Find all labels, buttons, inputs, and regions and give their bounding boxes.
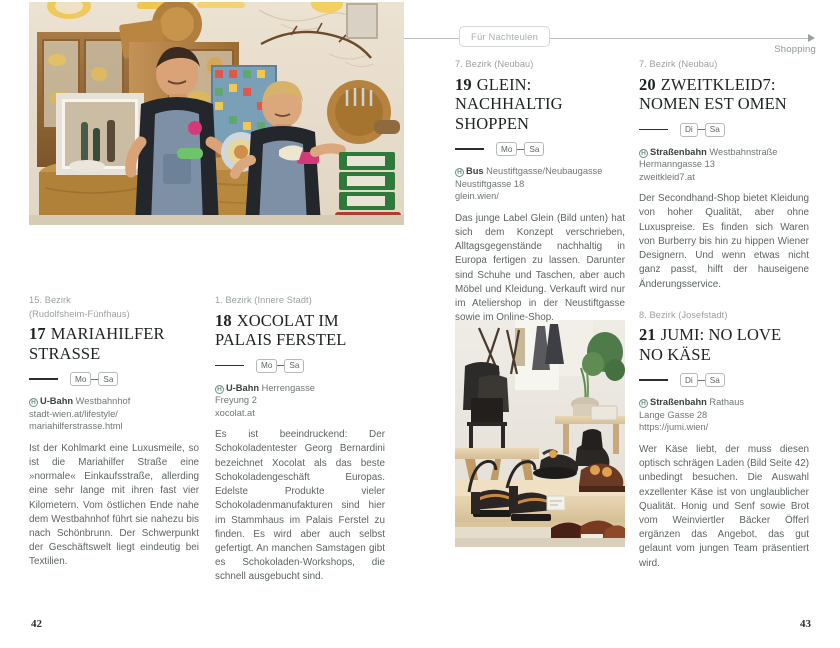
transit-stop: Westbahnhof	[75, 396, 131, 406]
day-from: Di	[680, 123, 698, 137]
entry-body: Das junge Label Glein (Bild unten) hat sich dem Konzept verschrieben, Alltagsgegenstände nachhaltig in Europa fertigen zu lassen. Darunter sind Schuhe und Taschen, aber auch Möbel und Kleidung. Verkauft wird nur im Ateliershop in der Neustiftgasse sowie im Online-Shop.	[455, 212, 625, 324]
page-number-left: 42	[31, 618, 42, 630]
rule-icon	[455, 148, 484, 150]
day-to: Sa	[524, 142, 544, 156]
day-separator-icon	[277, 365, 284, 366]
entry-body: Ist der Kohlmarkt eine Luxusmeile, so ist die Mariahilfer Straße eine »normale« Einkaufsstraße, allerding eine sehr lange mit ihren fast vier Kilometern. Vom östlichen Ende nahe dem Westbahnhof führt sie nahezu bis nach Schönbrunn. Der Schwerpunkt der Geschäftswelt liegt eindeutig bei Textilien.	[29, 442, 199, 568]
entry-title: ZWEITKLEID7: NOMEN EST OMEN	[639, 74, 787, 113]
entry-17	[29, 294, 199, 570]
article-columns	[0, 58, 840, 618]
district-label: 8. Bezirk (Josefstadt)	[639, 309, 728, 320]
entry-web[interactable]: xocolat.at	[215, 407, 255, 418]
day-to: Sa	[705, 373, 725, 387]
entry-body: Es ist beeindruckend: Der Schokoladentester Georg Bernardini bezeichnet Xocolat als das beste Schokoladengeschäft Europas. Edelste Produkte vieler Schokoladenmanufakturen sind hier im Stammhaus im Palais Ferstel zu finden. Es wird aber auch selbst gefertigt. An manchen Samstagen gibt es Schokoladen-Workshops, die schnell ausgebucht sind.	[215, 429, 385, 583]
rule-icon	[29, 378, 58, 380]
opening-days	[639, 123, 809, 137]
entry-headline	[639, 325, 809, 364]
entry-title: XOCOLAT IM PALAIS FERSTEL	[215, 310, 347, 349]
district-label: 1. Bezirk (Innere Stadt)	[215, 295, 312, 305]
day-from: Di	[680, 373, 698, 387]
district-label: 15. Bezirk (Rudolfsheim-Fünfhaus)	[29, 295, 130, 319]
entry-body: Der Secondhand-Shop bietet Kleidung von hoher Qualität, aber ohne Luxuspreise. Es finden sich Waren von Burberry bis hin zu hippen Wiener Designern. Und wenn etwas nicht ganz passt, hilft der hauseigene Änderungsservice.	[639, 193, 809, 290]
station-circle-h-icon: H	[29, 398, 38, 407]
transit-stop: Rathaus	[709, 397, 745, 408]
rule-icon	[215, 365, 244, 367]
entry-body: Wer Käse liebt, der muss diesen optisch schrägen Laden (Bild Seite 42) unbedingt besuchen. Die Auswahl exzellenter Käse ist von unglaublicher Qualität. Honig und Senf sowie Brot vom Weinviertler Bäcker Öfferl ergänzen das Angebot, das gut gelaunt vom jungen Team präsentiert wird.	[639, 443, 810, 569]
day-separator-icon	[517, 149, 524, 150]
entry-number: 21	[639, 325, 656, 345]
transit-stop: Herrengasse	[261, 382, 315, 393]
transit-mode: U-Bahn	[226, 382, 260, 393]
column-3	[455, 58, 625, 325]
opening-days	[639, 373, 809, 387]
entry-headline	[455, 75, 625, 134]
entry-address: Freyung 2	[215, 395, 257, 406]
entry-title: MARIAHILFER STRASSE	[29, 324, 165, 363]
entry-number: 18	[215, 310, 232, 330]
entry-meta	[639, 146, 809, 184]
day-to: Sa	[98, 372, 118, 386]
day-from: Mo	[496, 142, 517, 156]
entry-web[interactable]: zweitkleid7.at	[639, 171, 695, 182]
day-from: Mo	[70, 372, 91, 386]
entry-address: Hermanngasse 13	[639, 159, 715, 170]
day-separator-icon	[698, 129, 705, 130]
entry-title: JUMI: NO LOVE NO KÄSE	[639, 325, 782, 364]
timeline-arrow-right-icon	[808, 34, 815, 42]
page-number-right: 43	[800, 618, 811, 630]
entry-web[interactable]: glein.wien/	[455, 191, 499, 202]
rule-icon	[639, 379, 668, 381]
day-to: Sa	[284, 359, 304, 373]
district-label: 7. Bezirk (Neubau)	[639, 59, 718, 69]
entry-web[interactable]: https://jumi.wien/	[639, 422, 709, 433]
column-1	[29, 58, 199, 570]
entry-headline	[29, 324, 199, 363]
entry-number: 20	[639, 74, 656, 94]
entry-headline	[639, 75, 809, 114]
entry-headline	[215, 311, 385, 350]
station-circle-h-icon: H	[639, 149, 648, 158]
transit-stop: Neustiftgasse/Neubaugasse	[486, 166, 603, 176]
transit-mode: U-Bahn	[40, 396, 74, 406]
entry-18	[215, 294, 385, 585]
opening-days	[215, 359, 385, 373]
section-caption: Shopping	[774, 44, 816, 55]
opening-days	[29, 372, 199, 386]
entry-meta	[215, 382, 385, 420]
entry-address: Neustiftgasse 18	[455, 178, 525, 189]
entry-number: 17	[29, 324, 46, 343]
entry-meta	[639, 396, 809, 434]
rule-icon	[639, 129, 668, 131]
entry-20	[639, 58, 809, 292]
entry-meta	[29, 395, 199, 433]
entry-title: GLEIN: NACHHALTIG SHOPPEN	[455, 74, 563, 133]
day-separator-icon	[698, 380, 705, 381]
entry-address: Lange Gasse 28	[639, 409, 708, 420]
transit-mode: Straßenbahn	[650, 146, 707, 157]
station-circle-h-icon: H	[215, 385, 224, 394]
entry-number: 19	[455, 74, 472, 94]
transit-stop: Westbahnstraße	[709, 146, 778, 157]
opening-days	[455, 142, 625, 156]
transit-mode: Straßenbahn	[650, 397, 707, 408]
station-circle-h-icon: H	[455, 168, 464, 177]
station-circle-h-icon: H	[639, 399, 648, 408]
entry-meta	[455, 165, 625, 203]
transit-mode: Bus	[466, 166, 484, 176]
entry-21	[639, 309, 809, 571]
district-label: 7. Bezirk (Neubau)	[455, 59, 534, 69]
day-to: Sa	[705, 123, 725, 137]
day-from: Mo	[256, 359, 277, 373]
day-separator-icon	[91, 379, 98, 380]
tab-fuer-nachteulen[interactable]: Für Nachteulen	[459, 26, 550, 47]
entry-web[interactable]: stadt-wien.at/lifestyle/ mariahilferstrasse.html	[29, 408, 123, 432]
entry-19	[455, 58, 625, 325]
column-4	[639, 58, 809, 571]
column-2	[215, 58, 385, 585]
